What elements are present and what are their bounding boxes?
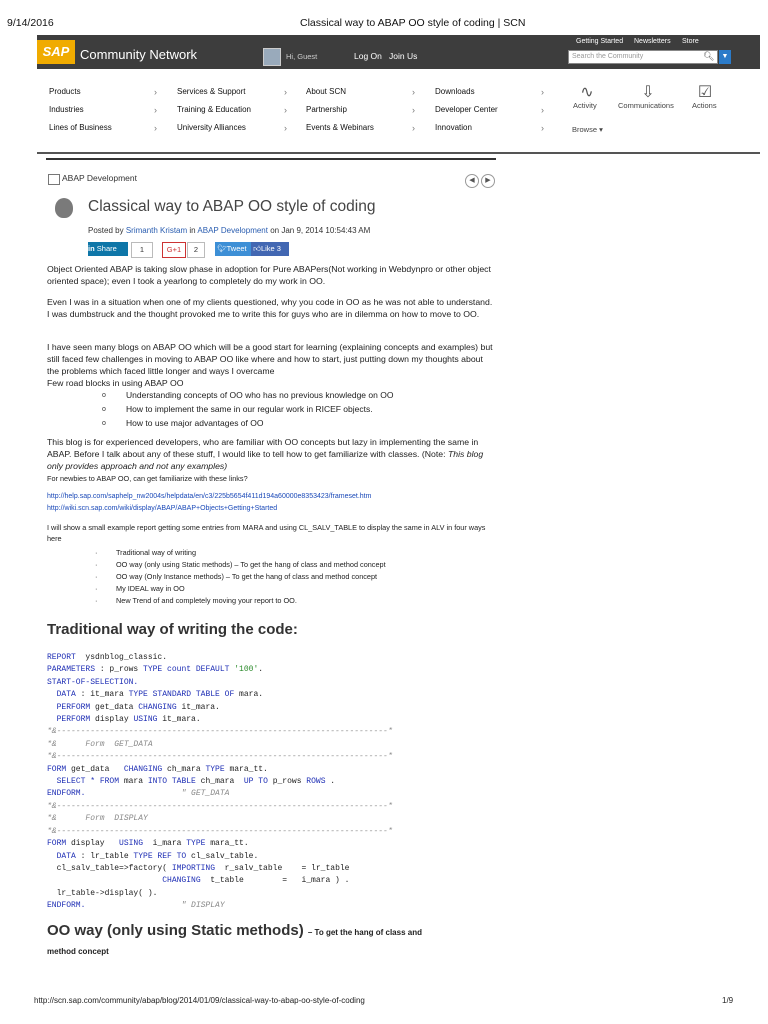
section-heading-traditional: Traditional way of writing the code: <box>47 621 298 638</box>
search-icon[interactable]: 🔍︎ <box>703 51 715 61</box>
way-item: My IDEAL way in OO <box>116 584 185 593</box>
page-number: 1/9 <box>722 996 734 1005</box>
help-sap-link[interactable]: http://help.sap.com/saphelp_nw2004s/helpdata/en/c3/225b5654f411d194a60000e8353423/frameset.htm <box>47 493 372 500</box>
code-token: DATA <box>56 690 76 700</box>
bullet-symbol: o <box>102 392 106 399</box>
author-link[interactable]: Srimanth Kristam <box>125 226 188 235</box>
paragraph-4-note: This blog only provides approach and not any examples) <box>47 448 484 471</box>
join-link[interactable]: Join Us <box>389 51 418 61</box>
chevron-right-icon: › <box>284 123 287 133</box>
category-link[interactable]: ABAP Development <box>197 226 268 235</box>
code-token: r_salv_table = lr_table <box>215 863 350 873</box>
nav-downloads[interactable]: Downloads <box>435 87 475 96</box>
author-avatar[interactable] <box>55 198 73 218</box>
nav-developer-center[interactable]: Developer Center <box>435 105 498 114</box>
like-label: Like 3 <box>260 244 281 253</box>
code-token: cl_salv_table=>factory( <box>56 863 172 873</box>
code-token: cl_salv_table. <box>186 851 259 861</box>
code-token: START-OF-SELECTION. <box>47 677 139 687</box>
chevron-right-icon: › <box>412 87 415 97</box>
code-token: CHANGING <box>123 764 163 774</box>
code-token: TYPE <box>186 839 206 849</box>
nav-about-scn[interactable]: About SCN <box>306 87 347 96</box>
code-token: *&---------------------------------------------------------------------* <box>47 727 393 737</box>
way-item: New Trend of and completely moving your report to OO. <box>116 596 297 605</box>
code-token: p_rows <box>267 777 307 787</box>
facebook-like-button[interactable] <box>251 242 289 256</box>
bullet-symbol: o <box>102 406 106 413</box>
section-heading-note-cont: method concept <box>47 947 109 956</box>
code-token: TYPE <box>143 665 163 675</box>
code-token: : lr_table <box>75 851 134 861</box>
guest-avatar-icon <box>263 48 281 66</box>
activity-label[interactable]: Activity <box>573 101 597 110</box>
caret-down-icon: ▾ <box>599 125 603 134</box>
code-token: : p_rows <box>95 665 144 675</box>
code-token: * <box>85 777 100 787</box>
code-token: '100' <box>229 665 259 675</box>
code-token: *&---------------------------------------------------------------------* <box>47 801 393 811</box>
previous-post-icon[interactable]: ◀ <box>465 174 479 188</box>
code-token: FORM <box>47 764 67 774</box>
nav-products[interactable]: Products <box>49 87 81 96</box>
code-token: USING <box>133 715 158 725</box>
code-token: mara. <box>234 690 264 700</box>
getting-started-link[interactable]: Getting Started <box>576 38 624 45</box>
sap-logo[interactable]: SAP <box>37 40 75 64</box>
paragraph-1: Object Oriented ABAP is taking slow phase in adoption for Pure ABAPers(Not working in Webdynpro or other object oriented space); even I took a yearlong to completely do my work in OO. <box>47 264 491 286</box>
bullet-item: Understanding concepts of OO who has no previous knowledge on OO <box>126 390 394 400</box>
code-token: UP TO <box>243 777 268 787</box>
code-token: lr_table->display( ). <box>56 888 158 898</box>
section-heading-static-text: OO way (only using Static methods) <box>47 922 304 939</box>
paragraph-4 <box>47 437 495 472</box>
code-token: ENDFORM. <box>47 901 86 911</box>
code-token: mara_tt. <box>205 839 249 849</box>
code-token: it_mara. <box>176 702 220 712</box>
log-on-link[interactable]: Log On <box>354 51 382 61</box>
guest-greeting: Hi, Guest <box>286 52 318 61</box>
in-label: in <box>189 226 196 235</box>
store-link[interactable]: Store <box>682 38 699 45</box>
bullet-item: How to implement the same in our regular work in RICEF objects. <box>126 404 373 414</box>
communications-icon[interactable]: ⇩ <box>641 84 655 101</box>
nav-industries[interactable]: Industries <box>49 105 84 114</box>
brand-title[interactable]: Community Network <box>80 47 198 62</box>
gplus-count: 2 <box>187 242 205 258</box>
post-meta <box>88 226 370 235</box>
thumbs-up-icon: 👍︎ <box>253 244 261 253</box>
linkedin-share-label: Share <box>96 244 117 253</box>
roadblocks-heading: Few road blocks in using ABAP OO <box>47 378 184 388</box>
code-token: ROWS <box>306 777 326 787</box>
code-token: DEFAULT <box>195 665 230 675</box>
code-token: *&---------------------------------------------------------------------* <box>47 752 393 762</box>
search-dropdown-button[interactable]: ▼ <box>719 50 731 64</box>
code-token: USING <box>119 839 144 849</box>
bullet-symbol: · <box>95 596 98 605</box>
nav-innovation[interactable]: Innovation <box>435 123 472 132</box>
code-token: ch_mara <box>195 777 244 787</box>
code-block: REPORT ysdnblog_classic. PARAMETERS : p_rows TYPE count DEFAULT '100'. START-OF-SELECTION. DATA : it_mara TYPE STANDARD TABLE OF mara. PERFORM get_data CHANGING it_mara. PERFORM display USING it_mara. *&---------------------------------------------------------------------* *& Form GET_DATA *&---------------------------------------------------------------------* FORM get_data CHANGING ch_mara TYPE mara_tt. SELECT * FROM mara INTO TABLE ch_mara UP TO p_rows ROWS . ENDFORM. " GET_DATA *&---------------------------------------------------------------------* *& Form DISPLAY *&---------------------------------------------------------------------* FORM display USING i_mara TYPE mara_tt. DATA : lr_table TYPE REF TO cl_salv_table. cl_salv_table=>factory( IMPORTING r_salv_table = lr_table CHANGING t_table = i_mara ) . lr_table->display( ). ENDFORM. " DISPLAY <box>47 653 393 911</box>
code-token: get_data <box>66 764 124 774</box>
code-token: CHANGING <box>162 876 201 886</box>
code-token: : it_mara <box>75 690 129 700</box>
nav-events-webinars[interactable]: Events & Webinars <box>306 123 374 132</box>
next-post-icon[interactable]: ▶ <box>481 174 495 188</box>
code-token: ch_mara <box>162 764 206 774</box>
code-token: *& Form GET_DATA <box>47 739 153 749</box>
code-token: INTO TABLE <box>147 777 196 787</box>
code-token: TYPE <box>205 764 225 774</box>
search-input[interactable]: Search the Community <box>568 50 718 64</box>
linkedin-share-button[interactable] <box>88 242 128 256</box>
code-token: display <box>66 839 120 849</box>
code-token: mara <box>119 777 148 787</box>
section-heading-note: – To get the hang of class and <box>307 928 422 937</box>
gplus-button[interactable]: G+1 <box>162 242 186 258</box>
linkedin-icon: in <box>88 244 95 253</box>
way-item: Traditional way of writing <box>116 548 197 557</box>
code-token: i_mara <box>143 839 187 849</box>
chevron-right-icon: › <box>412 123 415 133</box>
posted-by-label: Posted by <box>88 226 124 235</box>
way-item: OO way (only using Static methods) – To get the hang of class and method concept <box>116 560 386 569</box>
tweet-label: Tweet <box>226 244 247 253</box>
chevron-right-icon: › <box>541 87 544 97</box>
content-divider <box>46 158 496 160</box>
browse-menu[interactable] <box>572 125 603 134</box>
code-token: t_table = i_mara ) <box>200 876 340 886</box>
bullet-symbol: · <box>95 572 98 581</box>
code-token: DATA <box>56 851 76 861</box>
code-token: PARAMETERS <box>47 665 96 675</box>
code-token: IMPORTING <box>171 863 216 873</box>
code-token: TYPE REF TO <box>133 851 187 861</box>
bullet-symbol: · <box>95 560 98 569</box>
post-title: Classical way to ABAP OO style of coding <box>88 198 376 215</box>
linkedin-count: 1 <box>131 242 153 258</box>
twitter-icon: 🐦︎ <box>217 244 227 253</box>
paragraph-3: I have seen many blogs on ABAP OO which will be a good start for learning (explaining concepts and examples) but still faced few challenges in moving to ABAP OO like where and how to start, just putting down my thoughts about the problems which faced little longer and ways I overcame <box>47 342 493 376</box>
code-token: PERFORM <box>56 702 91 712</box>
nav-lines-of-business[interactable]: Lines of Business <box>49 123 112 132</box>
code-token: SELECT <box>56 777 86 787</box>
post-date: on Jan 9, 2014 10:54:43 AM <box>270 226 371 235</box>
chevron-right-icon: › <box>154 105 157 115</box>
tweet-button[interactable] <box>215 242 253 256</box>
print-date: 9/14/2016 <box>7 17 54 29</box>
nav-services-support[interactable]: Services & Support <box>177 87 246 96</box>
chevron-right-icon: › <box>284 87 287 97</box>
code-token: ENDFORM. <box>47 789 86 799</box>
code-token: *&---------------------------------------------------------------------* <box>47 826 393 836</box>
paragraph-4-text: This blog is for experienced developers, who are familiar with OO concepts but lazy in implementing the same in ABAP. Before I talk about any of these stuff, I would like to tell how to get familiarize with classes. (Note: <box>47 437 479 459</box>
code-token: PERFORM <box>56 715 91 725</box>
browse-label[interactable]: Browse <box>572 125 598 134</box>
chevron-right-icon: › <box>412 105 415 115</box>
code-token: " DISPLAY <box>181 901 225 911</box>
actions-icon[interactable]: ☑ <box>697 84 713 101</box>
nav-training-education[interactable]: Training & Education <box>177 105 251 114</box>
nav-university-alliances[interactable]: University Alliances <box>177 123 246 132</box>
code-token: REPORT <box>47 653 76 662</box>
code-token: it_mara. <box>157 715 201 725</box>
space-breadcrumb[interactable]: ABAP Development <box>62 173 137 183</box>
communications-label[interactable]: Communications <box>618 101 674 110</box>
code-token: " GET_DATA <box>181 789 230 799</box>
chevron-right-icon: › <box>541 123 544 133</box>
chevron-right-icon: › <box>154 87 157 97</box>
newbies-text: For newbies to ABAP OO, can get familiarize with these links? <box>47 474 248 483</box>
way-item: OO way (Only Instance methods) – To get the hang of class and method concept <box>116 572 378 581</box>
bullet-symbol: · <box>95 584 98 593</box>
bullet-symbol: · <box>95 548 98 557</box>
section-heading-static <box>47 922 422 939</box>
code-token: get_data <box>90 702 139 712</box>
code-token: TYPE STANDARD TABLE OF <box>128 690 235 700</box>
code-token: display <box>90 715 134 725</box>
chevron-right-icon: › <box>284 105 287 115</box>
code-token: count <box>162 665 196 675</box>
activity-icon[interactable]: ∿ <box>580 84 594 101</box>
nav-partnership[interactable]: Partnership <box>306 105 347 114</box>
chevron-right-icon: › <box>154 123 157 133</box>
code-token: FORM <box>47 839 67 849</box>
code-token: ysdnblog_classic. <box>85 653 168 662</box>
paragraph-2: Even I was in a situation when one of my clients questioned, why you code in OO as he was not able to understand. I was dumbstruck and the thought provoked me to write this for guys who are in dilemma on how to move to OO. <box>47 297 493 319</box>
wiki-scn-link[interactable]: http://wiki.scn.sap.com/wiki/display/ABAP/ABAP+Objects+Getting+Started <box>47 505 278 512</box>
space-icon <box>48 174 60 185</box>
print-url: http://scn.sap.com/community/abap/blog/2014/01/09/classical-way-to-abap-oo-style-of-coding <box>34 996 365 1005</box>
print-doc-title: Classical way to ABAP OO style of coding | SCN <box>300 17 526 29</box>
actions-label[interactable]: Actions <box>692 101 717 110</box>
newsletters-link[interactable]: Newsletters <box>634 38 671 45</box>
bullet-symbol: o <box>102 420 106 427</box>
chevron-right-icon: › <box>541 105 544 115</box>
code-token: mara_tt. <box>224 764 268 774</box>
code-token: CHANGING <box>138 702 177 712</box>
example-intro: I will show a small example report getting some entries from MARA and using CL_SALV_TABLE to display the same in ALV in four ways here <box>47 523 486 543</box>
code-token: FROM <box>99 777 120 787</box>
bullet-item: How to use major advantages of OO <box>126 418 264 428</box>
code-token: *& Form DISPLAY <box>47 814 148 824</box>
